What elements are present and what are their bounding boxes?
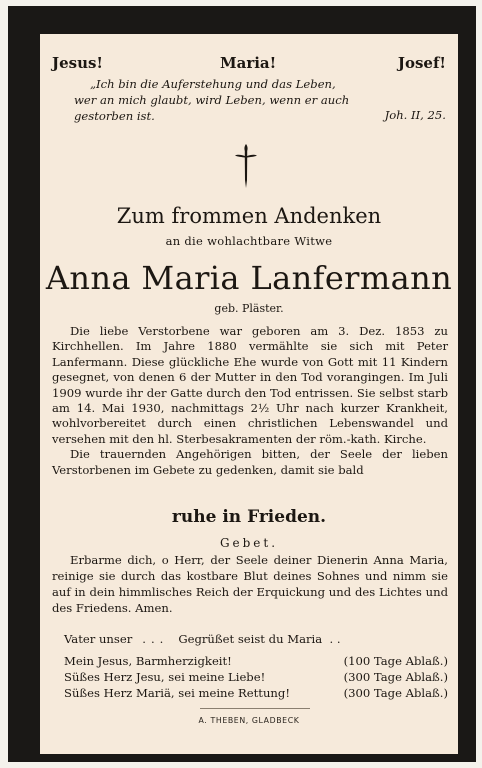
prayer-line-left: Vater unser [64, 632, 133, 646]
maiden-name: geb. Pläster. [214, 302, 284, 315]
biography-paragraph-2: Die trauernden Angehörigen bitten, der Seele der lieben Verstorbenen im Gebete zu gedenken, damit sie bald [52, 447, 448, 477]
mourning-card-paper [40, 34, 458, 754]
indulgence-row [64, 686, 448, 700]
indulgence-row [64, 654, 448, 668]
indulgence-row [64, 670, 448, 684]
printer-divider [200, 708, 310, 709]
prayer-text: Erbarme dich, o Herr, der Seele deiner Dienerin Anna Maria, reinige sie durch das kostbare Blut deines Sohnes und nimm sie auf in dein himmlisches Reich der Erquickung und des Lichtes und des Friedens. Amen. [52, 553, 448, 615]
prayer-heading: Gebet. [219, 536, 279, 550]
prayer-line-right: Gegrüßet seist du Maria [178, 632, 323, 646]
rest-in-peace: ruhe in Frieden. [171, 507, 327, 527]
prayer-line-dots: ... [142, 632, 169, 646]
verse-line-1: „Ich bin die Auferstehung und das Leben, [90, 77, 336, 91]
verse-line-3: gestorben ist. [74, 109, 155, 123]
verse-line-2: wer an mich glaubt, wird Leben, wenn er auch [74, 93, 350, 107]
verse-reference: Joh. II, 25. [384, 108, 446, 122]
title-in-memory: Zum frommen Andenken [116, 204, 382, 228]
indulgence-text: Süßes Herz Jesu, sei meine Liebe! [64, 670, 266, 684]
header-jesus: Jesus! [52, 54, 104, 72]
indulgence-text: Süßes Herz Mariä, sei meine Rettung! [64, 686, 290, 700]
mourning-card-border [8, 6, 476, 762]
gothic-cross-icon [233, 142, 259, 190]
biography-paragraph-1: Die liebe Verstorbene war geboren am 3. Dez. 1853 zu Kirchhellen. Im Jahre 1880 vermählte sie sich mit Peter Lanfermann. Diese glückliche Ehe wurde von Gott mit 11 Kindern gesegnet, von denen 6 der Mutter in den Tod vorangingen. Im Juli 1909 wurde ihr der Gatte durch den Tod entrissen. Sie selbst starb am 14. Mai 1930, nachmittags 2½ Uhr nach kurzer Krankheit, wohlvorbereitet durch einen christlichen Lebenswandel und versehen mit den hl. Sterbesakramenten der röm.-kath. Kirche. [52, 324, 448, 446]
biography [52, 324, 448, 478]
printer-imprint: A. THEBEN, GLADBECK [198, 716, 300, 725]
prayer-line-end: . . [329, 632, 341, 646]
indulgence-days: (300 Tage Ablaß.) [343, 686, 448, 700]
indulgence-days: (100 Tage Ablaß.) [343, 654, 448, 668]
deceased-name: Anna Maria Lanfermann [45, 259, 453, 297]
indulgence-text: Mein Jesus, Barmherzigkeit! [64, 654, 232, 668]
header-maria: Maria! [220, 54, 277, 72]
indulgence-days: (300 Tage Ablaß.) [343, 670, 448, 684]
prayer-line [64, 632, 341, 646]
header-josef: Josef! [397, 54, 446, 72]
title-widow: an die wohlachtbare Witwe [165, 234, 333, 248]
